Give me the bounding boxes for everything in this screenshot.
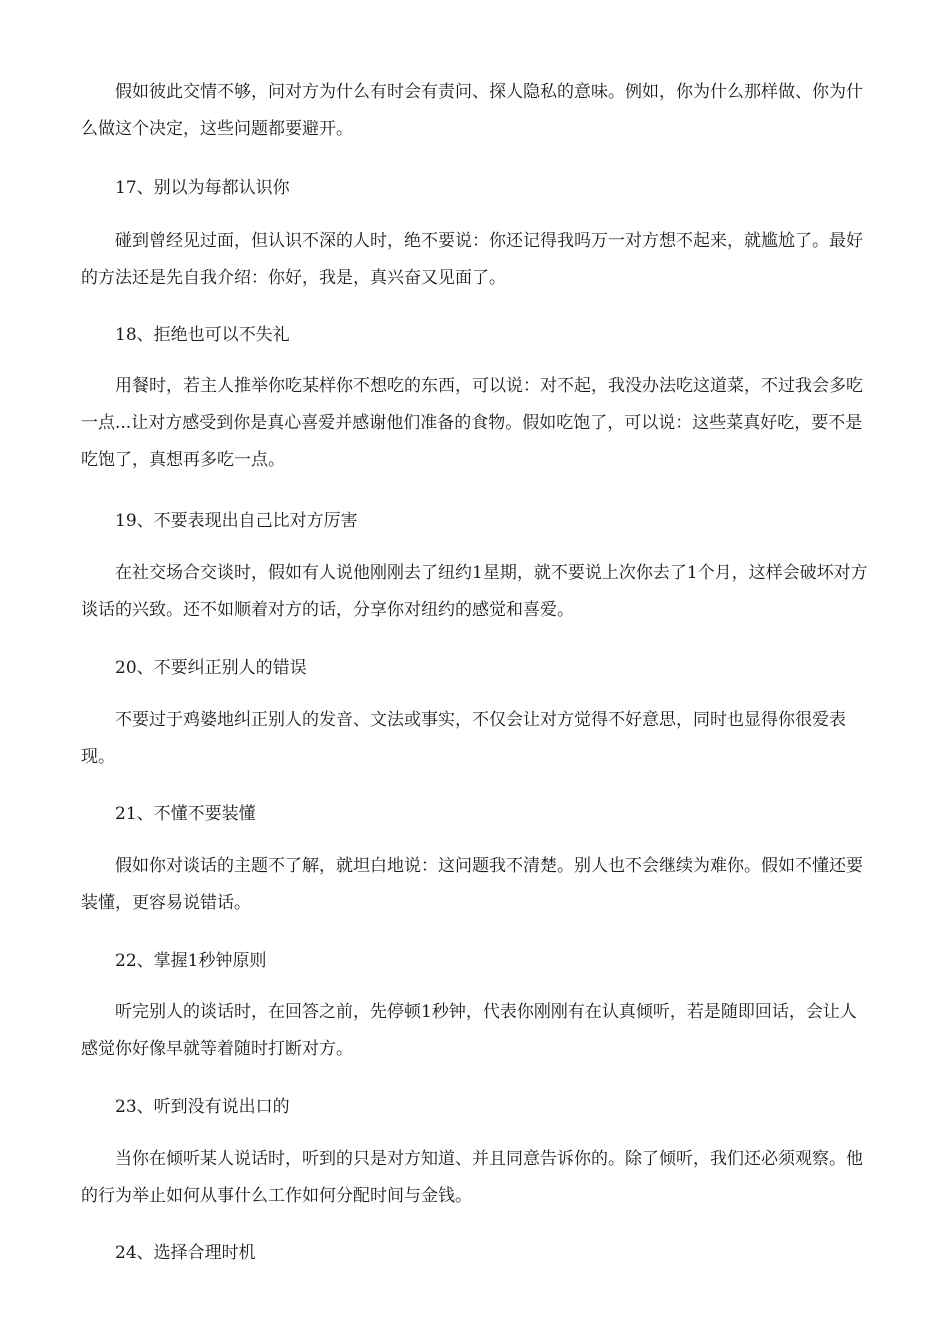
- heading-17: 17、别以为每都认识你: [115, 178, 290, 198]
- paragraph-19: 在社交场合交谈时，假如有人说他刚刚去了纽约1星期，就不要说上次你去了1个月，这样会破坏对方谈话的兴致。还不如顺着对方的话，分享你对纽约的感觉和喜爱。: [81, 563, 868, 620]
- heading-24: 24、选择合理时机: [115, 1243, 256, 1263]
- paragraph-18: 用餐时，若主人推举你吃某样你不想吃的东西，可以说：对不起，我没办法吃这道菜，不过我会多吃一点...让对方感受到你是真心喜爱并感谢他们准备的食物。假如吃饱了，可以说：这些菜真好吃，要不是吃饱了，真想再多吃一点。: [81, 376, 863, 470]
- heading-18: 18、拒绝也可以不失礼: [115, 325, 290, 345]
- heading-21: 21、不懂不要装懂: [115, 804, 256, 824]
- paragraph-22: 听完别人的谈话时，在回答之前，先停顿1秒钟，代表你刚刚有在认真倾听，若是随即回话，会让人感觉你好像早就等着随时打断对方。: [81, 1002, 857, 1059]
- paragraph-privacy: 假如彼此交情不够，问对方为什么有时会有责问、探人隐私的意味。例如，你为什么那样做、你为什么做这个决定，这些问题都要避开。: [81, 82, 863, 139]
- paragraph-17: 碰到曾经见过面，但认识不深的人时，绝不要说：你还记得我吗万一对方想不起来，就尴尬了。最好的方法还是先自我介绍：你好，我是，真兴奋又见面了。: [81, 231, 863, 288]
- paragraph-20: 不要过于鸡婆地纠正别人的发音、文法或事实，不仅会让对方觉得不好意思，同时也显得你很爱表现。: [81, 710, 846, 767]
- heading-23: 23、听到没有说出口的: [115, 1097, 290, 1117]
- paragraph-23: 当你在倾听某人说话时，听到的只是对方知道、并且同意告诉你的。除了倾听，我们还必须观察。他的行为举止如何从事什么工作如何分配时间与金钱。: [81, 1149, 863, 1206]
- heading-20: 20、不要纠正别人的错误: [115, 658, 307, 678]
- paragraph-21: 假如你对谈话的主题不了解，就坦白地说：这问题我不清楚。别人也不会继续为难你。假如不懂还要装懂，更容易说错话。: [81, 856, 863, 913]
- heading-19: 19、不要表现出自己比对方厉害: [115, 511, 358, 531]
- heading-22: 22、掌握1秒钟原则: [115, 951, 267, 971]
